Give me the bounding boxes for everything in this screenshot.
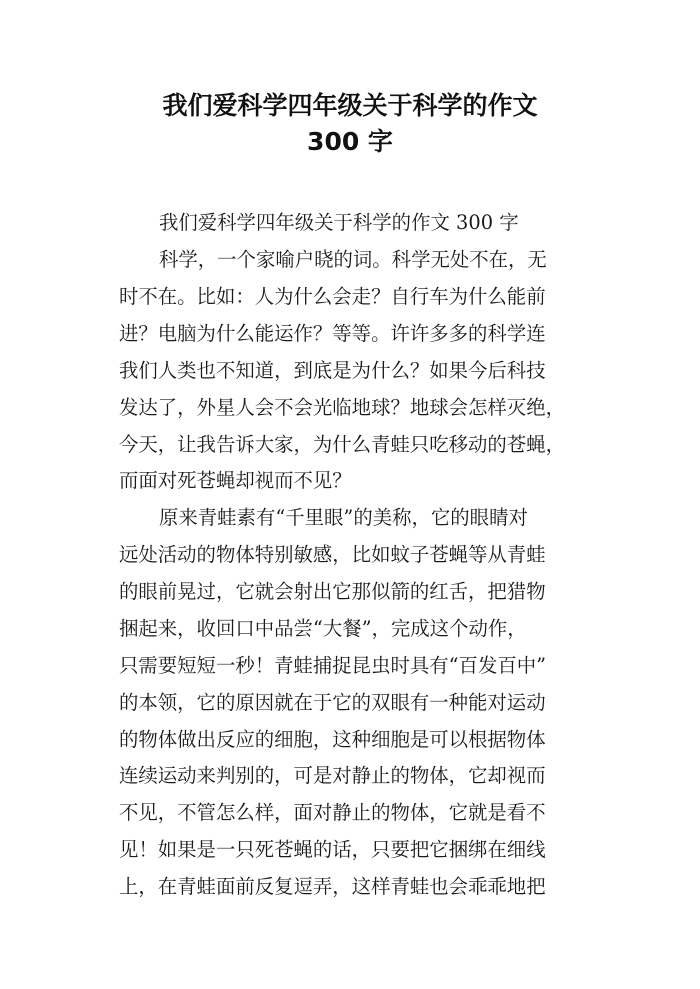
body-line: 今天，让我告诉大家，为什么青蛙只吃移动的苍蝇， xyxy=(119,433,565,456)
body-line: 远处活动的物体特别敏感，比如蚊子苍蝇等从青蛙 xyxy=(119,543,546,566)
subtitle-line: 我们爱科学四年级关于科学的作文 300 字 xyxy=(159,211,519,234)
body-line: 的物体做出反应的细胞，这种细胞是可以根据物体 xyxy=(119,728,546,751)
body-line: 上，在青蛙面前反复逗弄，这样青蛙也会乖乖地把 xyxy=(119,875,546,898)
body-line: 的本领，它的原因就在于它的双眼有一种能对运动 xyxy=(119,691,546,714)
body-line: 不见，不管怎么样，面对静止的物体，它就是看不 xyxy=(119,801,546,824)
body-line: 见！如果是一只死苍蝇的话，只要把它捆绑在细线 xyxy=(119,838,546,861)
body-line: 的眼前晃过，它就会射出它那似箭的红舌，把猎物 xyxy=(119,580,546,603)
body-line: 原来青蛙素有“千里眼”的美称，它的眼睛对 xyxy=(159,506,528,529)
document-title-line-2: 300 字 xyxy=(307,127,393,156)
body-line: 连续运动来判别的，可是对静止的物体，它却视而 xyxy=(119,764,546,787)
body-line: 发达了，外星人会不会光临地球？地球会怎样灭绝， xyxy=(119,396,565,419)
body-line: 只需要短短一秒！青蛙捕捉昆虫时具有“百发百中” xyxy=(119,654,547,677)
body-line: 科学，一个家喻户晓的词。科学无处不在，无 xyxy=(159,248,547,271)
body-line: 捆起来，收回口中品尝“大餐”，完成这个动作， xyxy=(119,617,527,640)
document-title-line-1: 我们爱科学四年级关于科学的作文 xyxy=(162,91,538,120)
body-line: 而面对死苍蝇却视而不见？ xyxy=(119,469,352,492)
body-line: 我们人类也不知道，到底是为什么？如果今后科技 xyxy=(119,359,546,382)
body-line: 时不在。比如：人为什么会走？自行车为什么能前 xyxy=(119,285,546,308)
body-line: 进？电脑为什么能运作？等等。许许多多的科学连 xyxy=(119,322,546,345)
